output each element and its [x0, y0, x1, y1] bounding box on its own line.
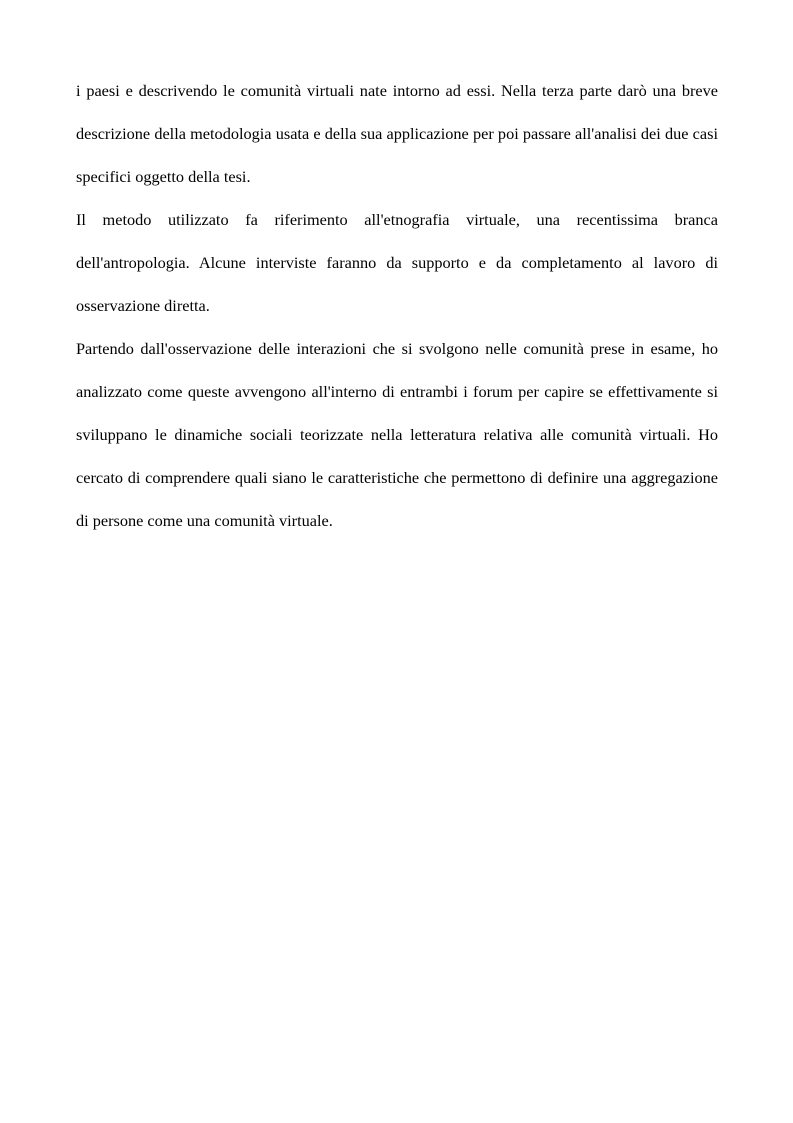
body-text — [76, 69, 718, 542]
paragraph-3: Partendo dall'osservazione delle interazioni che si svolgono nelle comunità prese in esame, ho analizzato come queste avvengono all'interno di entrambi i forum per capire se effettivamente si sviluppano le dinamiche sociali teorizzate nella letteratura relativa alle comunità virtuali. Ho cercato di comprendere quali siano le caratteristiche che permettono di definire una aggregazione di persone come una comunità virtuale. — [76, 339, 718, 530]
paragraph-2: Il metodo utilizzato fa riferimento all'etnografia virtuale, una recentissima branca dell'antropologia. Alcune interviste faranno da supporto e da completamento al lavoro di osservazione diretta. — [76, 210, 718, 315]
paragraph-1: i paesi e descrivendo le comunità virtuali nate intorno ad essi. Nella terza parte darò una breve descrizione della metodologia usata e della sua applicazione per poi passare all'analisi dei due casi specifici oggetto della tesi. — [76, 81, 718, 186]
